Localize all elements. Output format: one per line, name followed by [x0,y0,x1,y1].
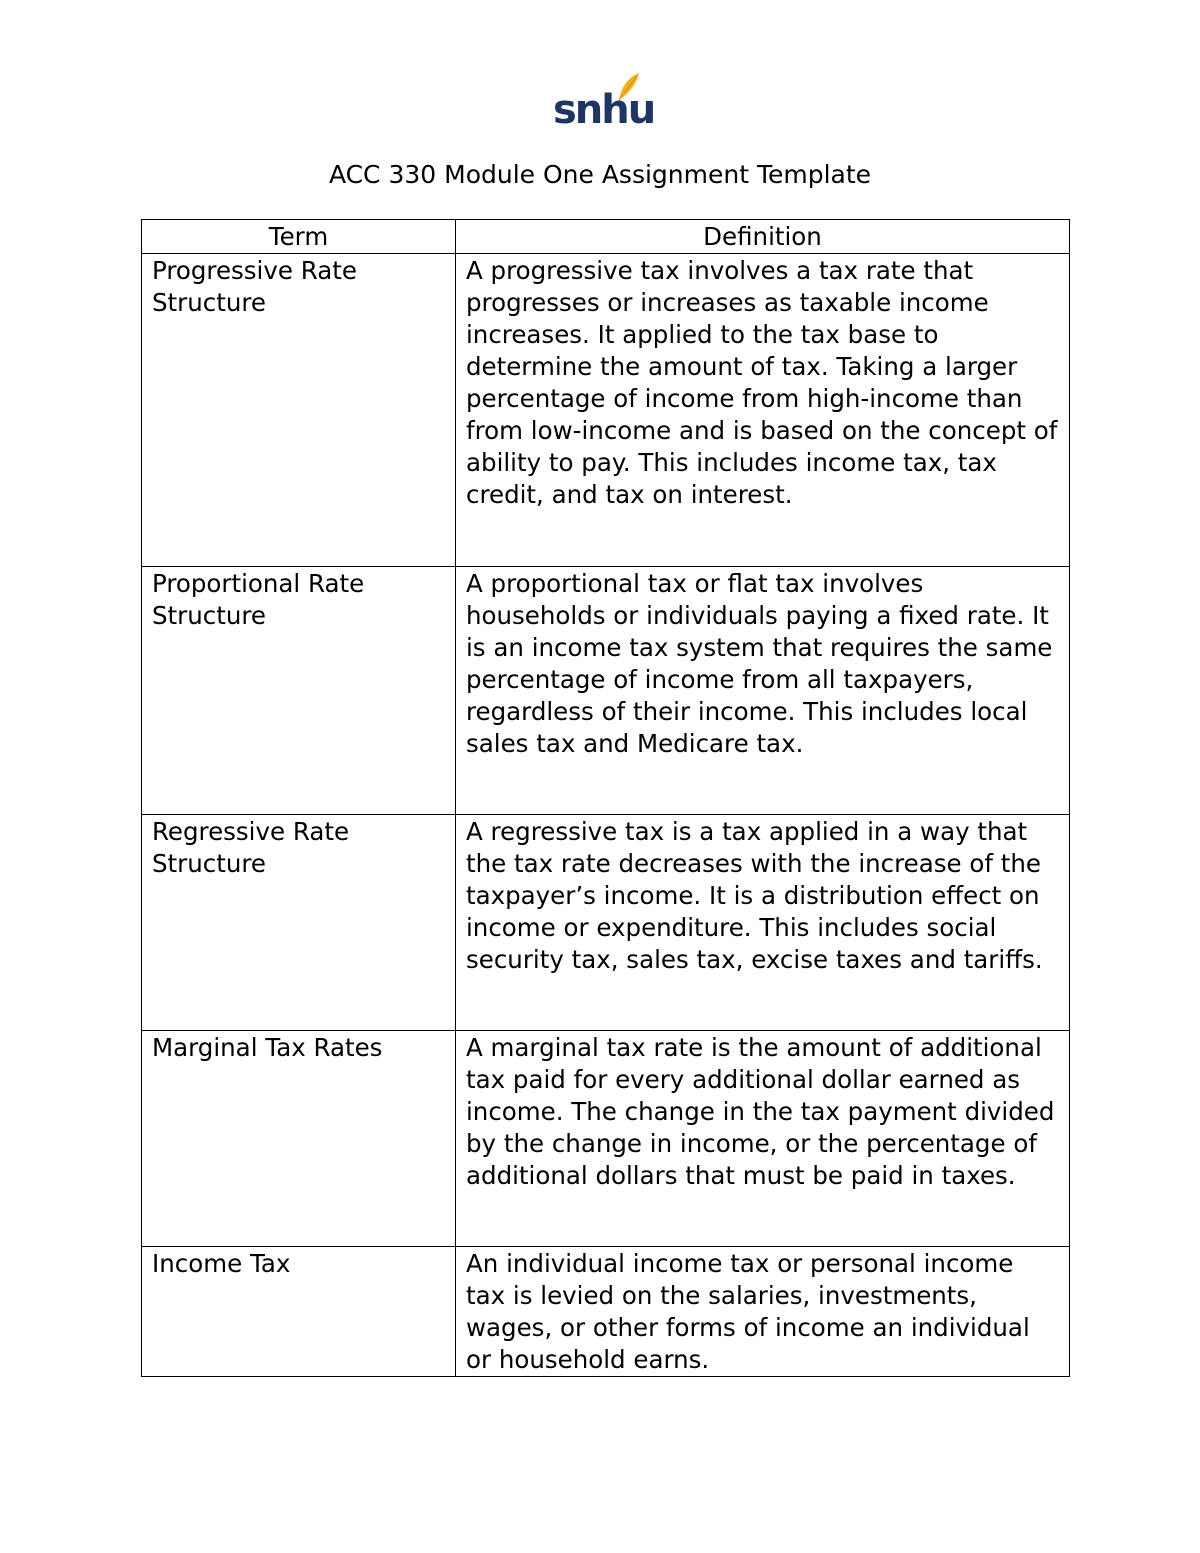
term-cell: Income Tax [142,1247,456,1377]
logo-wordmark: snhu [553,87,655,133]
definition-cell: A proportional tax or flat tax involves households or individuals paying a fixed rate. It is an income tax system that requires the same percentage of income from all taxpayers, regardless of their income. This includes local sales tax and Medicare tax. [456,567,1070,815]
term-cell: Marginal Tax Rates [142,1031,456,1247]
definition-column-header: Definition [456,220,1070,254]
table-row [142,1247,1070,1377]
definition-cell: A progressive tax involves a tax rate that progresses or increases as taxable income increases. It applied to the tax base to determine the amount of tax. Taking a larger percentage of income from high-income than from low-income and is based on the concept of ability to pay. This includes income tax, tax credit, and tax on interest. [456,254,1070,567]
terms-table [141,219,1070,1377]
term-cell: Progressive Rate Structure [142,254,456,567]
table-row [142,254,1070,567]
definition-cell: A regressive tax is a tax applied in a way that the tax rate decreases with the increase of the taxpayer’s income. It is a distribution effect on income or expenditure. This includes social security tax, sales tax, excise taxes and tariffs. [456,815,1070,1031]
table-header-row [142,220,1070,254]
document-title: ACC 330 Module One Assignment Template [328,160,872,189]
definition-cell: An individual income tax or personal income tax is levied on the salaries, investments, wages, or other forms of income an individual or household earns. [456,1247,1070,1377]
snhu-logo [553,72,655,134]
table-row [142,1031,1070,1247]
term-cell: Regressive Rate Structure [142,815,456,1031]
term-cell: Proportional Rate Structure [142,567,456,815]
term-column-header: Term [142,220,456,254]
definition-cell: A marginal tax rate is the amount of additional tax paid for every additional dollar earned as income. The change in the tax payment divided by the change in income, or the percentage of additional dollars that must be paid in taxes. [456,1031,1070,1247]
table-row [142,567,1070,815]
table-row [142,815,1070,1031]
